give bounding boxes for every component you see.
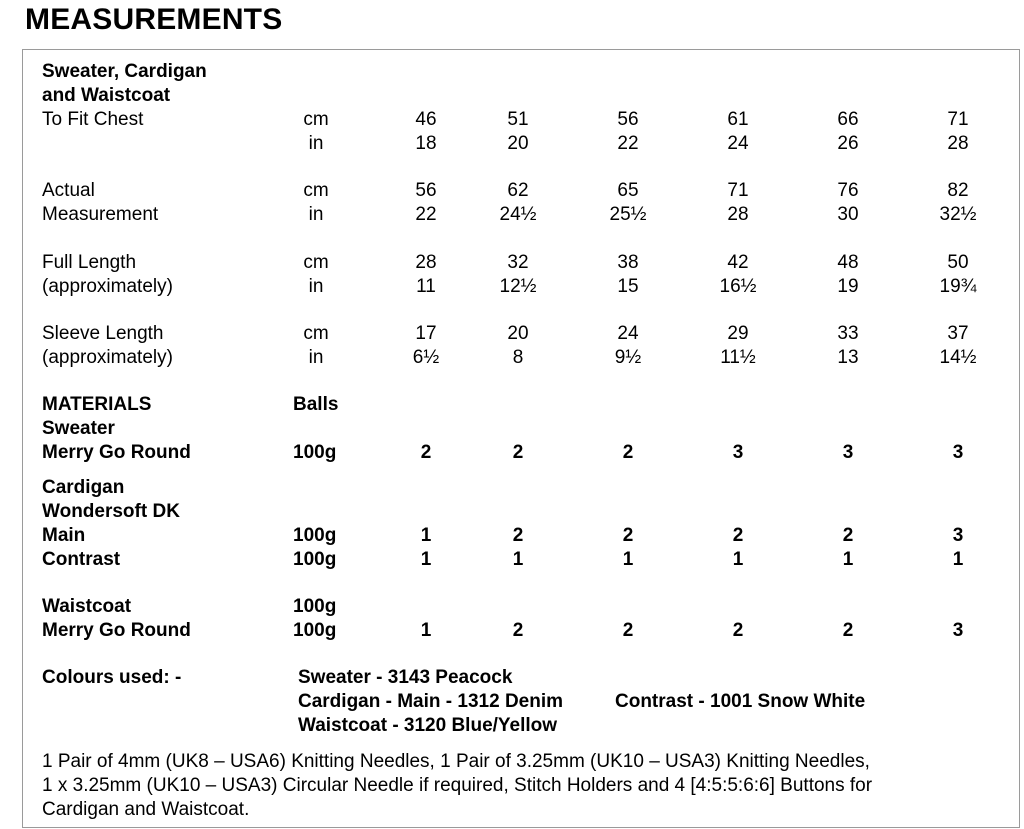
colours-label: Colours used: - xyxy=(42,667,182,688)
size-value: 12½ xyxy=(499,276,537,297)
size-value: 62 xyxy=(507,180,529,201)
size-value: 22 xyxy=(617,133,639,154)
sleeve-length-label-2: (approximately) xyxy=(42,347,173,368)
balls-value: 1 xyxy=(420,549,432,570)
balls-value: 2 xyxy=(732,525,744,546)
size-value: 6½ xyxy=(412,347,440,368)
size-value: 66 xyxy=(837,109,859,130)
size-value: 82 xyxy=(947,180,969,201)
waistcoat-title: Waistcoat xyxy=(42,596,132,617)
size-value: 26 xyxy=(837,133,859,154)
balls-value: 1 xyxy=(420,620,432,641)
balls-heading: Balls xyxy=(293,394,339,415)
balls-value: 2 xyxy=(622,620,634,641)
size-value: 18 xyxy=(415,133,437,154)
size-value: 42 xyxy=(727,252,749,273)
balls-value: 3 xyxy=(732,442,744,463)
balls-value: 1 xyxy=(952,549,964,570)
measurements-panel xyxy=(22,49,1020,828)
cardigan-contrast-unit: 100g xyxy=(293,549,337,570)
size-value: 56 xyxy=(415,180,437,201)
size-value: 24 xyxy=(727,133,749,154)
garments-heading-line-1: Sweater, Cardigan xyxy=(42,61,207,82)
balls-value: 3 xyxy=(952,620,964,641)
materials-heading: MATERIALS xyxy=(42,394,152,415)
size-value: 24½ xyxy=(499,204,537,225)
sweater-title: Sweater xyxy=(42,418,115,439)
cardigan-title: Cardigan xyxy=(42,477,125,498)
actual-label-2: Measurement xyxy=(42,204,159,225)
full-length-label-2: (approximately) xyxy=(42,276,173,297)
size-value: 8 xyxy=(512,347,524,368)
unit-cm: cm xyxy=(303,180,329,201)
cardigan-main-unit: 100g xyxy=(293,525,337,546)
page-title: MEASUREMENTS xyxy=(25,3,283,36)
needles-line-1: 1 Pair of 4mm (UK8 – USA6) Knitting Needles, 1 Pair of 3.25mm (UK10 – USA3) Knitting Needles, xyxy=(42,751,870,772)
balls-value: 2 xyxy=(622,442,634,463)
size-value: 19 xyxy=(837,276,859,297)
size-value: 32 xyxy=(507,252,529,273)
size-value: 16½ xyxy=(719,276,757,297)
balls-value: 3 xyxy=(842,442,854,463)
balls-value: 1 xyxy=(420,525,432,546)
actual-label: Actual xyxy=(42,180,95,201)
size-value: 11 xyxy=(416,276,436,297)
balls-value: 2 xyxy=(512,442,524,463)
size-value: 20 xyxy=(507,133,529,154)
size-value: 30 xyxy=(837,204,859,225)
size-value: 71 xyxy=(947,109,969,130)
balls-value: 2 xyxy=(842,525,854,546)
size-value: 28 xyxy=(415,252,437,273)
colour-cardigan-contrast: Contrast - 1001 Snow White xyxy=(615,691,866,712)
waistcoat-yarn-label: Merry Go Round xyxy=(42,620,191,641)
size-value: 14½ xyxy=(939,347,977,368)
balls-value: 3 xyxy=(952,442,964,463)
size-value: 32½ xyxy=(939,204,977,225)
balls-value: 2 xyxy=(622,525,634,546)
colour-cardigan-main: Cardigan - Main - 1312 Denim xyxy=(298,691,564,712)
size-value: 37 xyxy=(947,323,969,344)
colour-sweater: Sweater - 3143 Peacock xyxy=(298,667,513,688)
size-value: 61 xyxy=(727,109,749,130)
balls-value: 1 xyxy=(732,549,744,570)
cardigan-main-label: Main xyxy=(42,525,86,546)
size-value: 28 xyxy=(947,133,969,154)
unit-in: in xyxy=(308,204,324,225)
size-value: 38 xyxy=(617,252,639,273)
balls-value: 1 xyxy=(512,549,524,570)
balls-value: 1 xyxy=(622,549,634,570)
size-value: 19¾ xyxy=(939,276,977,297)
size-value: 71 xyxy=(727,180,749,201)
balls-value: 2 xyxy=(512,620,524,641)
size-value: 51 xyxy=(507,109,529,130)
waistcoat-yarn-unit: 100g xyxy=(293,620,337,641)
size-value: 22 xyxy=(415,204,437,225)
sweater-yarn-unit: 100g xyxy=(293,442,337,463)
size-value: 29 xyxy=(727,323,749,344)
size-value: 33 xyxy=(837,323,859,344)
unit-cm: cm xyxy=(303,323,329,344)
size-value: 56 xyxy=(617,109,639,130)
balls-value: 1 xyxy=(842,549,854,570)
size-value: 65 xyxy=(617,180,639,201)
full-length-label: Full Length xyxy=(42,252,137,273)
size-value: 13 xyxy=(837,347,859,368)
size-value: 25½ xyxy=(609,204,647,225)
sleeve-length-label: Sleeve Length xyxy=(42,323,164,344)
colour-waistcoat: Waistcoat - 3120 Blue/Yellow xyxy=(298,715,558,736)
unit-cm: cm xyxy=(303,109,329,130)
size-value: 15 xyxy=(617,276,639,297)
balls-value: 3 xyxy=(952,525,964,546)
size-value: 11½ xyxy=(720,347,756,368)
needles-line-3: Cardigan and Waistcoat. xyxy=(42,799,250,820)
garments-heading-line-2: and Waistcoat xyxy=(42,85,171,106)
unit-cm: cm xyxy=(303,252,329,273)
chest-label: To Fit Chest xyxy=(42,109,144,130)
size-value: 76 xyxy=(837,180,859,201)
size-value: 9½ xyxy=(614,347,642,368)
unit-in: in xyxy=(308,133,324,154)
cardigan-yarn-title: Wondersoft DK xyxy=(42,501,180,522)
size-value: 46 xyxy=(415,109,437,130)
unit-in: in xyxy=(308,347,324,368)
size-value: 50 xyxy=(947,252,969,273)
needles-line-2: 1 x 3.25mm (UK10 – USA3) Circular Needle if required, Stitch Holders and 4 [4:5:5:6:6] Buttons for xyxy=(42,775,873,796)
balls-value: 2 xyxy=(420,442,432,463)
size-value: 28 xyxy=(727,204,749,225)
balls-value: 2 xyxy=(732,620,744,641)
cardigan-contrast-label: Contrast xyxy=(42,549,121,570)
size-value: 17 xyxy=(415,323,437,344)
waistcoat-title-unit: 100g xyxy=(293,596,337,617)
unit-in: in xyxy=(308,276,324,297)
size-value: 48 xyxy=(837,252,859,273)
balls-value: 2 xyxy=(842,620,854,641)
balls-value: 2 xyxy=(512,525,524,546)
size-value: 24 xyxy=(617,323,639,344)
sweater-yarn-label: Merry Go Round xyxy=(42,442,191,463)
size-value: 20 xyxy=(507,323,529,344)
